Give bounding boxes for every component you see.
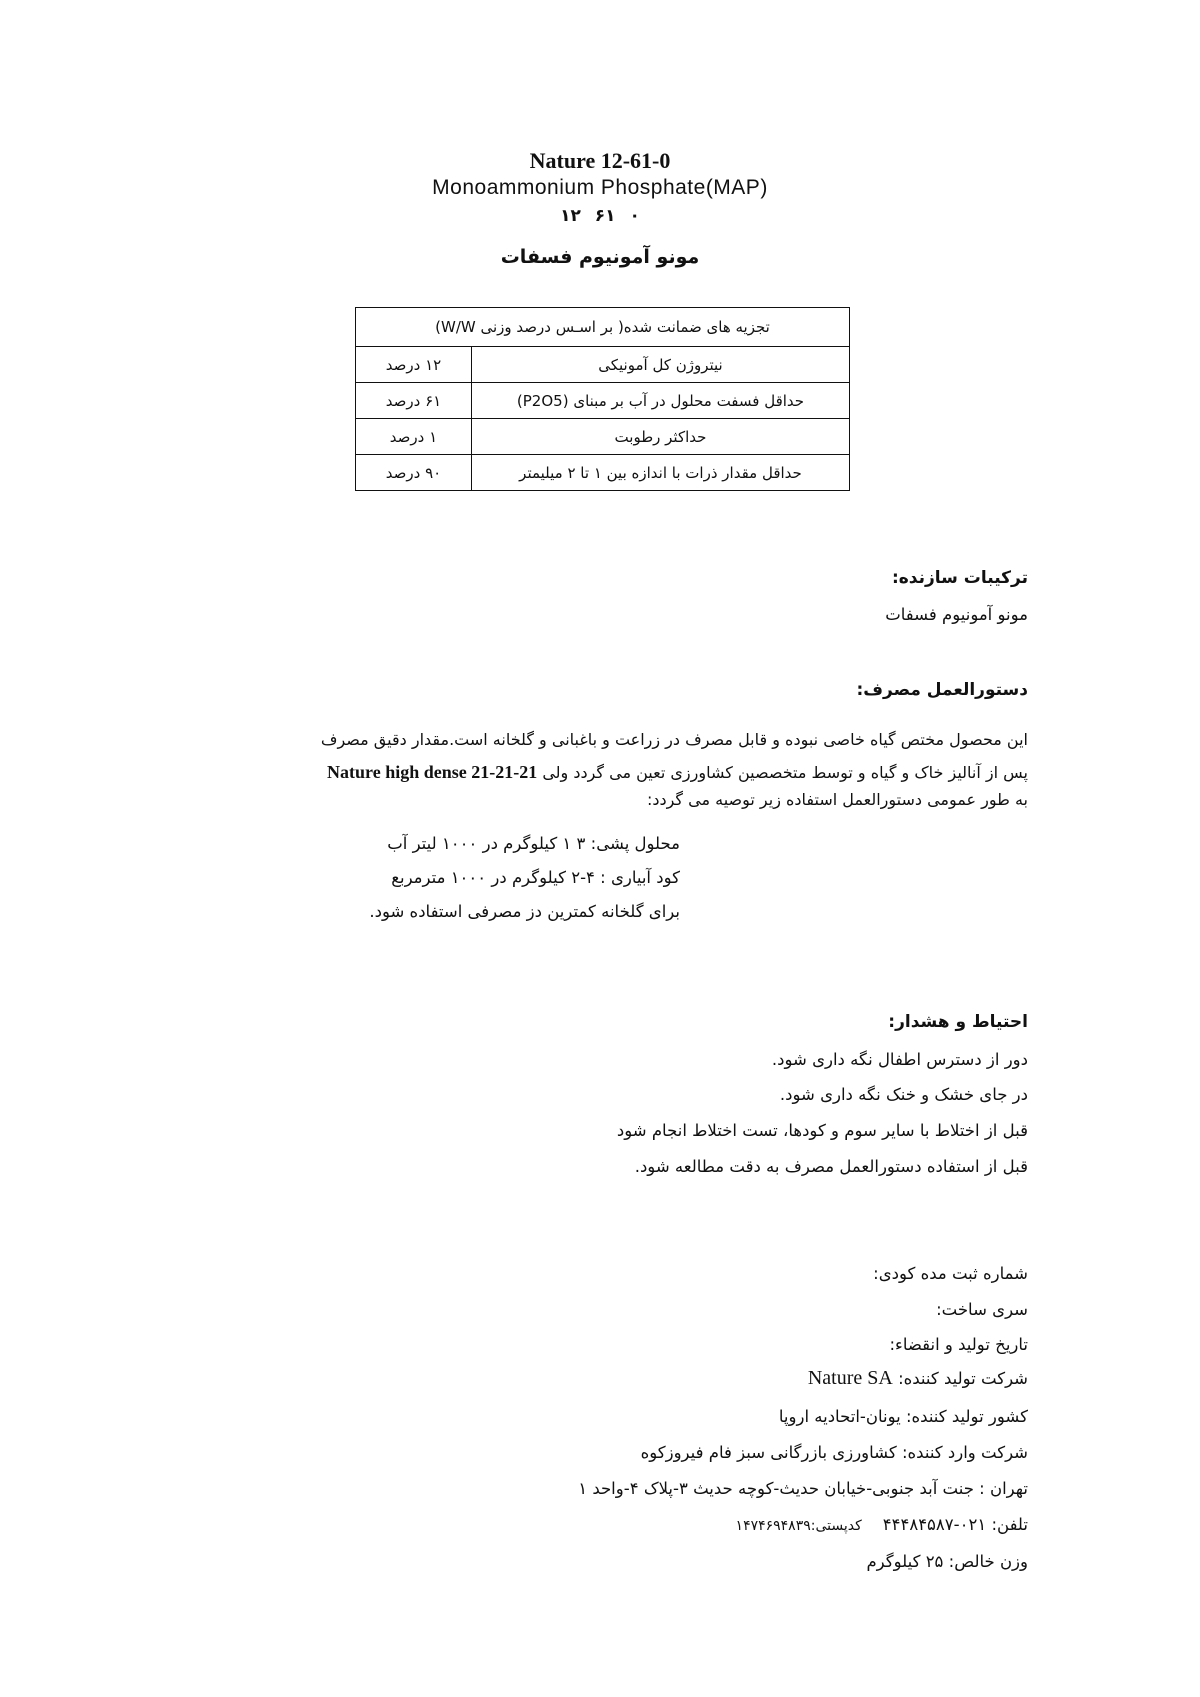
analysis-name: حداکثر رطوبت	[471, 419, 849, 455]
table-row	[356, 383, 850, 419]
analysis-value: ۱۲ درصد	[356, 347, 472, 383]
analysis-name: نیتروژن کل آمونیکی	[471, 347, 849, 383]
phone-label: تلفن:	[991, 1515, 1028, 1534]
table-row	[356, 455, 850, 491]
analysis-value: ۶۱ درصد	[356, 383, 472, 419]
table-row	[356, 347, 850, 383]
usage-line-2	[248, 760, 1028, 785]
registration-number: شماره ثبت مده کودی:	[873, 1264, 1028, 1283]
address: تهران : جنت آبد جنوبی-خیابان حدیث-کوچه حدیث ۳-پلاک ۴-واحد ۱	[578, 1479, 1028, 1498]
importer: شرکت وارد کننده: کشاورزی بازرگانی سبز فام فیروزکوه	[640, 1443, 1028, 1462]
usage-product-name: Nature high dense 21-21-21	[327, 762, 538, 782]
usage-line-1: این محصول مختص گیاه خاصی نبوده و قابل مصرف در زراعت و باغبانی و گلخانه است.مقدار دقیق مصرف	[320, 730, 1028, 749]
net-weight: وزن خالص: ۲۵ کیلوگرم	[866, 1552, 1028, 1571]
analysis-value: ۹۰ درصد	[356, 455, 472, 491]
warning-item: دور از دسترس اطفال نگه داری شود.	[771, 1050, 1028, 1069]
warning-item: قبل از اختلاط با سایر سوم و کودها، تست اختلاط انجام شود	[616, 1121, 1028, 1140]
usage-instruction: کود آبیاری : ۴-۲ کیلوگرم در ۱۰۰۰ مترمربع	[391, 868, 680, 887]
postal-code: کدپستی:۱۴۷۴۶۹۴۸۳۹	[735, 1518, 862, 1534]
manufacturer-value: Nature SA	[807, 1367, 893, 1389]
batch-number: سری ساخت:	[936, 1300, 1028, 1319]
ingredients-text: مونو آمونیوم فسفات	[885, 605, 1028, 624]
analysis-table	[355, 307, 850, 491]
warning-item: قبل از استفاده دستورالعمل مصرف به دقت مطالعه شود.	[634, 1157, 1028, 1176]
usage-instruction: برای گلخانه کمترین دز مصرفی استفاده شود.	[369, 902, 680, 921]
analysis-name: حداقل مقدار ذرات با اندازه بین ۱ تا ۲ میلیمتر	[471, 455, 849, 491]
analysis-table-title: تجزیه های ضمانت شده( بر اسـس درصد وزنی W/W)	[356, 308, 850, 347]
warnings-heading: احتیاط و هشدار:	[888, 1012, 1028, 1032]
table-row	[356, 419, 850, 455]
chemical-name: Monoammonium Phosphate(MAP)	[432, 176, 768, 199]
usage-line-2-text: پس از آنالیز خاک و گیاه و توسط متخصصین کشاورزی تعین می گردد ولی	[542, 763, 1028, 782]
manufacturer	[808, 1366, 1028, 1391]
usage-instruction: محلول پشی: ۳ ۱ کیلوگرم در ۱۰۰۰ لیتر آب	[387, 834, 680, 853]
contact-line	[736, 1513, 1028, 1538]
persian-product-name: مونو آمونیوم فسفات	[500, 246, 700, 268]
manufacturer-label: شرکت تولید کننده:	[898, 1369, 1028, 1388]
manufacturer-country: کشور تولید کننده: یونان-اتحادیه اروپا	[778, 1407, 1028, 1426]
production-expiry-date: تاریخ تولید و انقضاء:	[889, 1335, 1028, 1354]
product-name: Nature 12-61-0	[529, 148, 671, 173]
analysis-value: ۱ درصد	[356, 419, 472, 455]
npk-persian: ۱۲ ۶۱ ۰	[560, 206, 640, 226]
warning-item: در جای خشک و خنک نگه داری شود.	[779, 1085, 1028, 1104]
usage-heading: دستورالعمل مصرف:	[856, 680, 1028, 700]
phone-number: ۰۲۱-۴۴۴۸۴۵۸۷	[882, 1515, 987, 1534]
analysis-name: حداقل فسفت محلول در آب بر مبنای (P2O5)	[471, 383, 849, 419]
ingredients-heading: ترکیبات سازنده:	[891, 568, 1028, 588]
usage-line-3: به طور عمومی دستورالعمل استفاده زیر توصیه می گردد:	[646, 790, 1028, 809]
